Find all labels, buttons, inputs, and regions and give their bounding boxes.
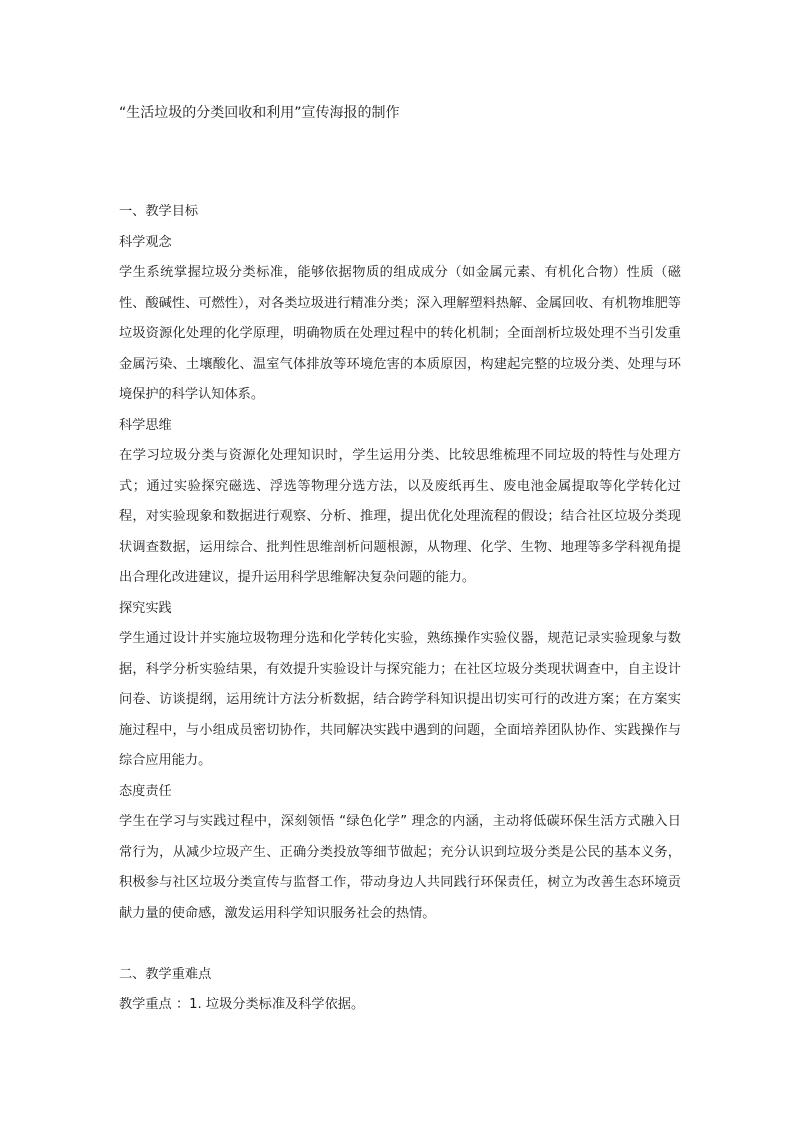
paragraph-attitude-responsibility: 学生在学习与实践过程中，深刻领悟 “绿色化学” 理念的内涵，主动将低碳环保生活方式融入日常行为，从减少垃圾产生、正确分类投放等细节做起；充分认识到垃圾分类是公民的基本义务，积极参与社区垃圾分类宣传与监督工作，带动身边人共同践行环保责任，树立为改善生态环境贡献力量的使命感，激发运用科学知识服务社会的热情。 — [119, 814, 681, 921]
subheading-inquiry-practice: 探究实践 — [119, 600, 172, 616]
teaching-key-point: 教学重点 ：1. 垃圾分类标准及科学依据。 — [119, 997, 365, 1012]
section-spacer — [119, 929, 681, 960]
section-heading-key-difficulties: 二、教学重难点 — [119, 966, 212, 982]
paragraph-scientific-thinking: 在学习垃圾分类与资源化处理知识时，学生运用分类、比较思维梳理不同垃圾的特性与处理方式；通过实验探究磁选、浮选等物理分选方法，以及废纸再生、废电池金属提取等化学转化过程，对实验现象和数据进行观察、分析、推理，提出优化处理流程的假设；结合社区垃圾分类现状调查数据，运用综合、批判性思维剖析问题根源，从物理、化学、生物、地理等多学科视角提出合理化改进建议，提升运用科学思维解决复杂问题的能力。 — [119, 448, 681, 585]
paragraph-inquiry-practice: 学生通过设计并实施垃圾物理分选和化学转化实验，熟练操作实验仪器，规范记录实验现象与数据，科学分析实验结果，有效提升实验设计与探究能力；在社区垃圾分类现状调查中，自主设计问卷、访谈提纲，运用统计方法分析数据，结合跨学科知识提出切实可行的改进方案；在方案实施过程中，与小组成员密切协作，共同解决实践中遇到的问题，全面培养团队协作、实践操作与综合应用能力。 — [119, 631, 681, 768]
document-title: “生活垃圾的分类回收和利用”宣传海报的制作 — [119, 105, 400, 121]
subheading-attitude-responsibility: 态度责任 — [119, 783, 172, 799]
paragraph-scientific-concept: 学生系统掌握垃圾分类标准，能够依据物质的组成成分（如金属元素、有机化合物）性质（磁性、酸碱性、可燃性），对各类垃圾进行精准分类；深入理解塑料热解、金属回收、有机物堆肥等垃圾资源化处理的化学原理，明确物质在处理过程中的转化机制；全面剖析垃圾处理不当引发重金属污染、土壤酸化、温室气体排放等环境危害的本质原因，构建起完整的垃圾分类、处理与环境保护的科学认知体系。 — [119, 265, 681, 402]
subheading-scientific-concept: 科学观念 — [119, 234, 172, 250]
section-heading-teaching-goals: 一、教学目标 — [119, 204, 199, 219]
subheading-scientific-thinking: 科学思维 — [119, 417, 172, 433]
document-body — [119, 197, 681, 1021]
